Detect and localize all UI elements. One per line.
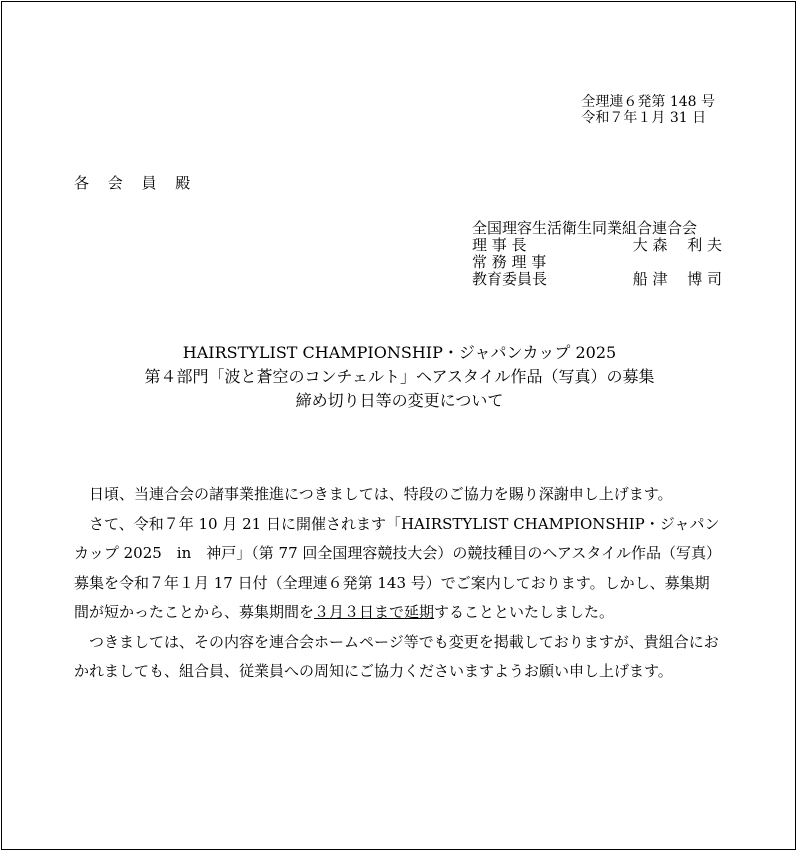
document-number: 全理連６発第 148 号 [581, 94, 715, 110]
document-number-block [581, 94, 715, 126]
paragraph-2-text-before: さて、令和７年 10 月 21 日に開催されます「HAIRSTYLIST CHAMPIONSHIP・ジャパンカップ 2025 in 神戸」（第 77 回全国理容競技大会）の競技種目のヘアスタイル作品（写真）募集を令和７年１月 17 日付（全理連６発第 143 号）でご案内しております。しかし、募集期間が短かったことから、募集期間を [74, 514, 722, 621]
paragraph-2-text-after: することといたしました。 [434, 603, 615, 621]
sender-chairman-row [472, 237, 722, 254]
document-title [0, 341, 799, 413]
managing-director-role: 常 務 理 事 [472, 253, 547, 271]
education-name: 船 津 博 司 [632, 270, 722, 288]
sender-education-row [472, 271, 722, 288]
sender-organization: 全国理容生活衛生同業組合連合会 [472, 219, 698, 237]
page-border [1, 1, 796, 850]
title-line-2: 第４部門「波と蒼空のコンチェルト」ヘアスタイル作品（写真）の募集 [144, 367, 655, 386]
body-paragraph-1: 日頃、当連合会の諸事業推進につきましては、特段のご協力を賜り深謝申し上げます。 [89, 485, 673, 503]
education-role: 教育委員長 [472, 270, 548, 288]
document-body [74, 480, 724, 687]
sender-block [472, 220, 722, 288]
title-line-3: 締め切り日等の変更について [295, 391, 504, 410]
chairman-name: 大 森 利 夫 [632, 236, 722, 254]
body-paragraph-3: つきましては、その内容を連合会ホームページ等でも変更を掲載しておりますが、貴組合におかれましても、組合員、従業員への周知にご協力くださいますようお願い申し上げます。 [74, 632, 719, 680]
addressee: 各 会 員 殿 [74, 174, 198, 192]
body-paragraph-2 [74, 510, 724, 628]
extension-date-highlight: ３月３日まで延期 [314, 603, 435, 621]
document-date: 令和７年１月 31 日 [581, 110, 707, 126]
title-line-1: HAIRSTYLIST CHAMPIONSHIP・ジャパンカップ 2025 [182, 343, 617, 362]
chairman-role: 理 事 長 [472, 236, 527, 254]
